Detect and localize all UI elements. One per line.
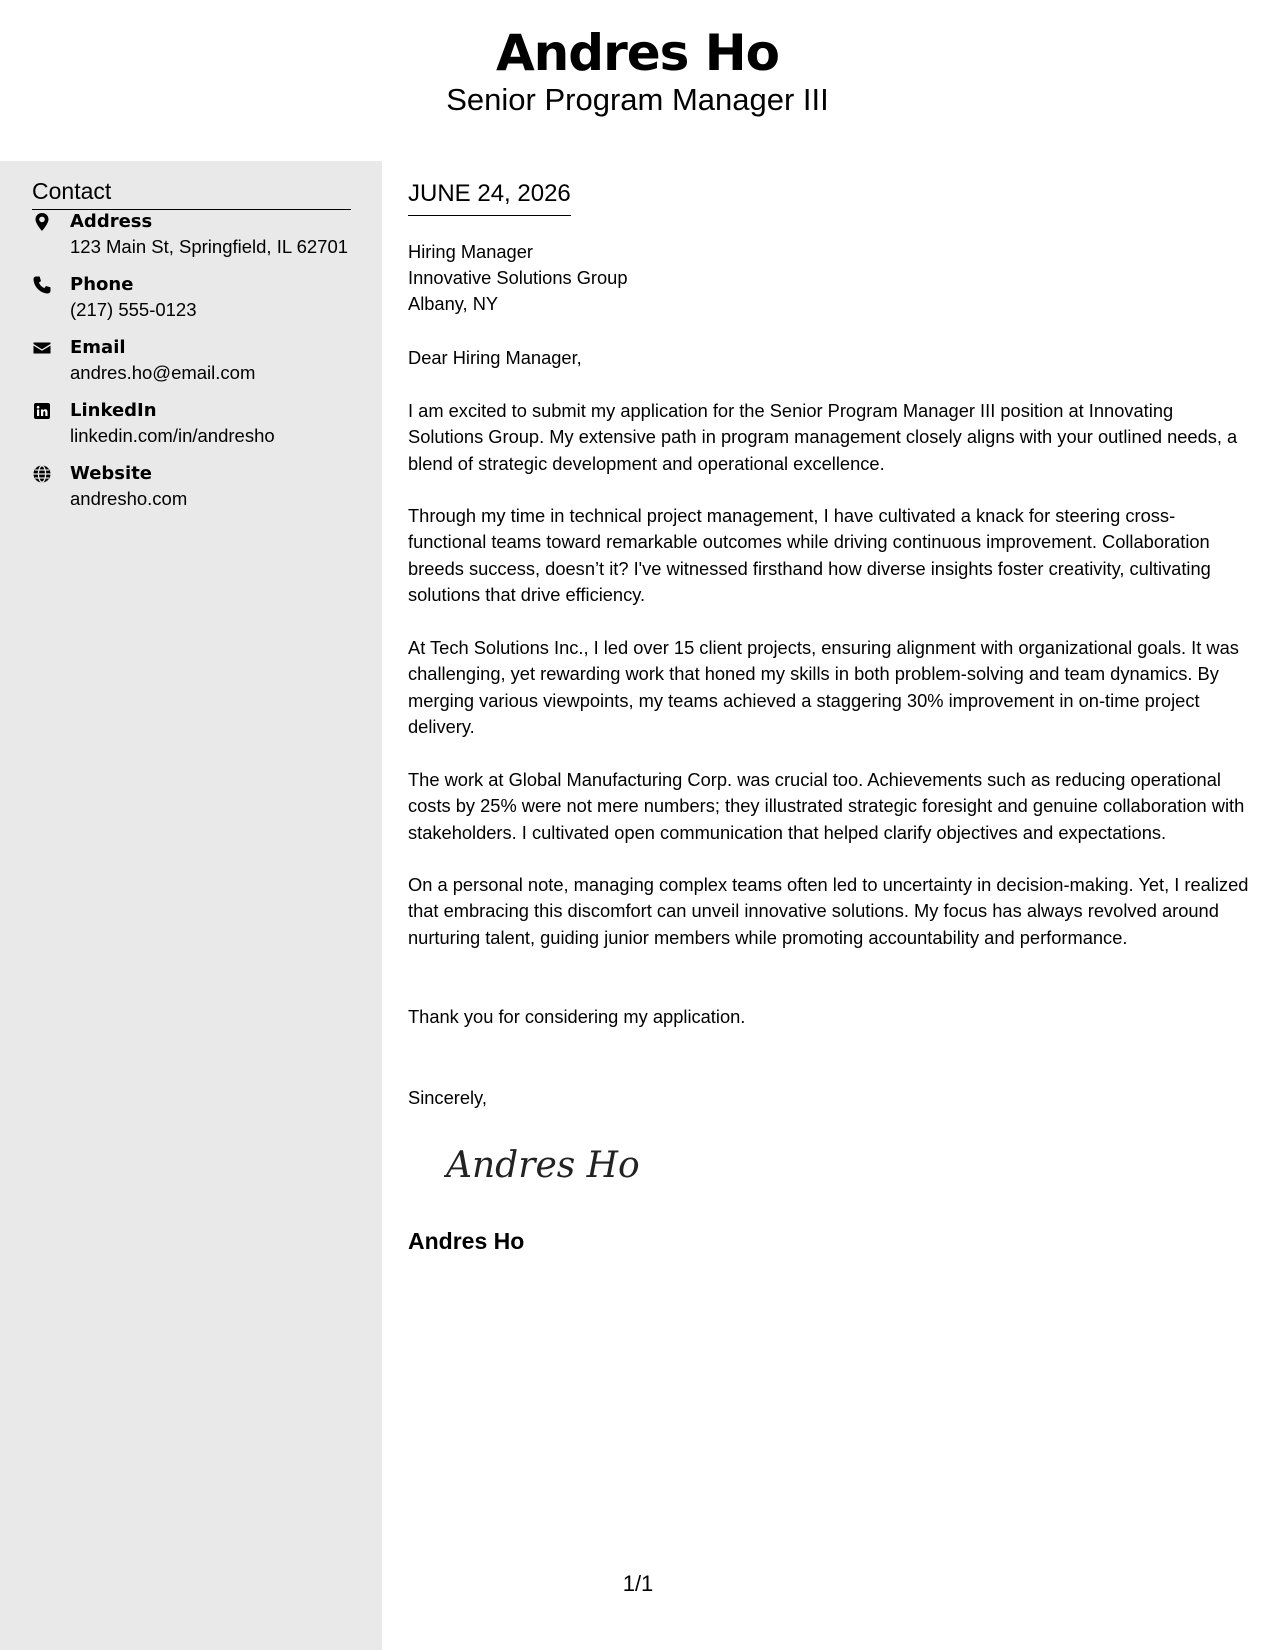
linkedin-icon (32, 401, 54, 423)
contact-label-website: Website (70, 463, 153, 484)
page-number: 1/1 (622, 1571, 654, 1596)
body-paragraph: Through my time in technical project management, I have cultivated a knack for steering cross-functional teams toward remarkable outcomes while driving continuous improvement. Collaboration breeds success, doesn’t it? I've witnessed firsthand how diverse insights foster creativity, cultivating solutions that drive efficiency. (408, 505, 1211, 605)
recipient-location: Albany, NY (408, 293, 499, 314)
contact-label-email: Email (70, 337, 126, 358)
body-paragraph: At Tech Solutions Inc., I led over 15 client projects, ensuring alignment with organizational goals. It was challenging, yet rewarding work that honed my skills in both problem-solving and team dynamics. By merging various viewpoints, my teams achieved a staggering 30% improvement in on-time project delivery. (408, 637, 1239, 737)
applicant-name: Andres Ho (495, 24, 780, 82)
contact-value-address: 123 Main St, Springfield, IL 62701 (70, 236, 349, 257)
contact-email (32, 336, 372, 392)
contact-value-linkedin: linkedin.com/in/andresho (70, 425, 275, 446)
body-paragraph: On a personal note, managing complex teams often led to uncertainty in decision-making. Yet, I realized that embracing this discomfort can unveil innovative solutions. My focus has always revolved around nurturing talent, guiding junior members while promoting accountability and performance. (408, 874, 1249, 948)
salutation: Dear Hiring Manager, (408, 347, 582, 368)
contact-label-linkedin: LinkedIn (70, 400, 157, 421)
recipient-block (408, 239, 1250, 317)
handwritten-signature (444, 1133, 644, 1189)
contact-address (32, 210, 372, 266)
recipient-title: Hiring Manager (408, 241, 533, 262)
job-title: Senior Program Manager III (446, 82, 829, 117)
body-paragraph: I am excited to submit my application for the Senior Program Manager III position at Innovating Solutions Group. My extensive path in program management closely aligns with your outlined needs, a blend of strategic development and operational excellence. (408, 400, 1238, 474)
envelope-icon (32, 338, 54, 360)
contact-value-email: andres.ho@email.com (70, 362, 256, 383)
globe-icon (32, 464, 54, 486)
contact-website (32, 462, 372, 518)
header (0, 0, 1275, 160)
thank-you-line: Thank you for considering my application. (408, 1006, 746, 1027)
signer-name: Andres Ho (408, 1228, 525, 1254)
contact-linkedin (32, 399, 372, 455)
map-pin-icon (32, 212, 54, 234)
contact-value-phone: (217) 555-0123 (70, 299, 197, 320)
contact-label-address: Address (70, 211, 153, 232)
contact-heading: Contact (32, 175, 351, 210)
recipient-company: Innovative Solutions Group (408, 267, 628, 288)
closing: Sincerely, (408, 1087, 487, 1108)
contact-label-phone: Phone (70, 274, 134, 295)
phone-icon (32, 275, 54, 297)
signature-text: Andres Ho (446, 1145, 640, 1186)
letter-date: JUNE 24, 2026 (408, 179, 571, 216)
contact-value-website: andresho.com (70, 488, 188, 509)
contact-phone (32, 273, 372, 329)
contact-sidebar (0, 161, 382, 1650)
body-paragraph: The work at Global Manufacturing Corp. was crucial too. Achievements such as reducing operational costs by 25% were not mere numbers; they illustrated strategic foresight and genuine collaboration with stakeholders. I cultivated open communication that helped clarify objectives and expectations. (408, 769, 1245, 843)
